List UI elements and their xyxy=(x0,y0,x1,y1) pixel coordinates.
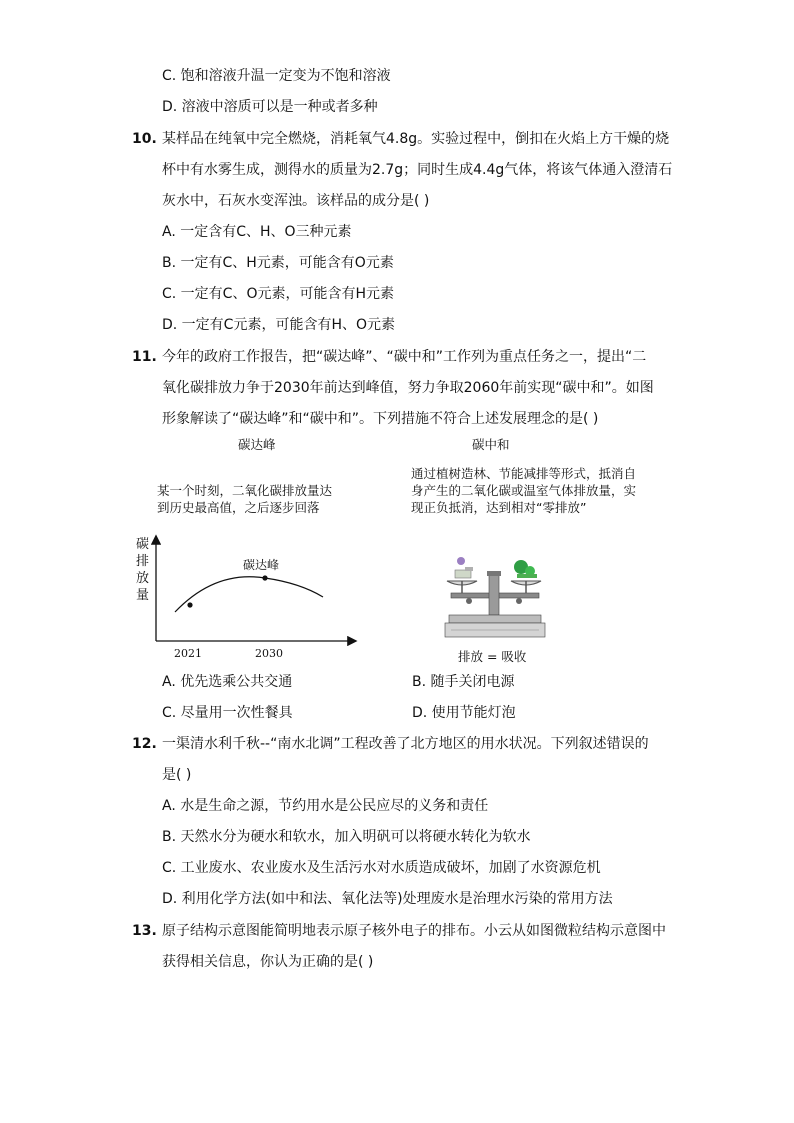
fig-right-desc-2: 身产生的二氧化碳或温室气体排放量，实 xyxy=(411,483,637,498)
q10-option-a: A. 一定含有C、H、O三种元素 xyxy=(162,224,352,240)
q11-stem-line-2: 氧化碳排放力争于2030年前达到峰值，努力争取2060年前实现“碳中和”。如图 xyxy=(162,380,654,396)
peak-label: 碳达峰 xyxy=(243,558,280,572)
fig-left-desc-2: 到历史最高值，之后逐步回落 xyxy=(157,500,320,515)
q9-option-d: D. 溶液中溶质可以是一种或者多种 xyxy=(162,99,378,115)
y-axis-label-1: 碳 xyxy=(136,537,150,552)
q10-stem-line-3: 灰水中，石灰水变浑浊。该样品的成分是( ) xyxy=(162,193,430,209)
q12-stem-line-2: 是( ) xyxy=(162,767,192,783)
carbon-peak-chart xyxy=(145,535,365,645)
q11-option-a: A. 优先选乘公共交通 xyxy=(162,674,293,690)
y-axis-label-3: 放 xyxy=(136,571,150,586)
q10-option-c: C. 一定有C、O元素，可能含有H元素 xyxy=(162,286,394,302)
fig-right-desc-3: 现正负抵消，达到相对“零排放” xyxy=(411,500,587,515)
y-axis-label-4: 量 xyxy=(136,588,150,603)
q10-stem-line-1: 某样品在纯氧中完全燃烧，消耗氧气4.8g。实验过程中，倒扣在火焰上方干燥的烧 xyxy=(162,131,670,147)
emission-curve xyxy=(175,577,323,612)
fig-right-title: 碳中和 xyxy=(472,437,510,452)
fig-right-desc-1: 通过植树造林、节能减排等形式，抵消自 xyxy=(411,466,637,481)
q13-stem-line-1: 原子结构示意图能简明地表示原子核外电子的排布。小云从如图微粒结构示意图中 xyxy=(162,923,666,939)
q13-stem-line-2: 获得相关信息，你认为正确的是( ) xyxy=(162,954,374,970)
q11-stem-line-1: 今年的政府工作报告，把“碳达峰”、“碳中和”工作列为重点任务之一，提出“二 xyxy=(162,349,647,365)
q12-stem-line-1: 一渠清水利千秋--“南水北调”工程改善了北方地区的用水状况。下列叙述错误的 xyxy=(162,736,649,752)
q11-option-d: D. 使用节能灯泡 xyxy=(412,705,516,721)
q12-option-d: D. 利用化学方法(如中和法、氧化法等)处理废水是治理水污染的常用方法 xyxy=(162,891,613,907)
q11-option-b: B. 随手关闭电源 xyxy=(412,674,515,690)
point-2030-peak xyxy=(262,575,267,580)
balance-scale-icon xyxy=(441,553,551,643)
q12-option-a: A. 水是生命之源，节约用水是公民应尽的义务和责任 xyxy=(162,798,489,814)
q12-option-b: B. 天然水分为硬水和软水，加入明矾可以将硬水转化为软水 xyxy=(162,829,531,845)
x-tick-2021: 2021 xyxy=(174,647,202,660)
q13-number: 13. xyxy=(132,923,157,939)
q10-number: 10. xyxy=(132,131,157,147)
fig-left-desc-1: 某一个时刻，二氧化碳排放量达 xyxy=(157,483,333,498)
balance-caption: 排放 = 吸收 xyxy=(458,649,527,664)
fig-left-title: 碳达峰 xyxy=(238,437,276,452)
q9-option-c: C. 饱和溶液升温一定变为不饱和溶液 xyxy=(162,68,391,84)
q10-option-b: B. 一定有C、H元素，可能含有O元素 xyxy=(162,255,394,271)
q11-stem-line-3: 形象解读了“碳达峰”和“碳中和”。下列措施不符合上述发展理念的是( ) xyxy=(162,411,599,427)
q12-number: 12. xyxy=(132,736,157,752)
q10-option-d: D. 一定有C元素，可能含有H、O元素 xyxy=(162,317,396,333)
q12-option-c: C. 工业废水、农业废水及生活污水对水质造成破坏，加剧了水资源危机 xyxy=(162,860,601,876)
q11-option-c: C. 尽量用一次性餐具 xyxy=(162,705,293,721)
x-tick-2030: 2030 xyxy=(255,647,283,660)
y-axis-label-2: 排 xyxy=(136,554,150,569)
q11-number: 11. xyxy=(132,349,157,365)
q10-stem-line-2: 杯中有水雾生成，测得水的质量为2.7g；同时生成4.4g气体，将该气体通入澄清石 xyxy=(162,162,673,178)
point-2021 xyxy=(187,602,192,607)
